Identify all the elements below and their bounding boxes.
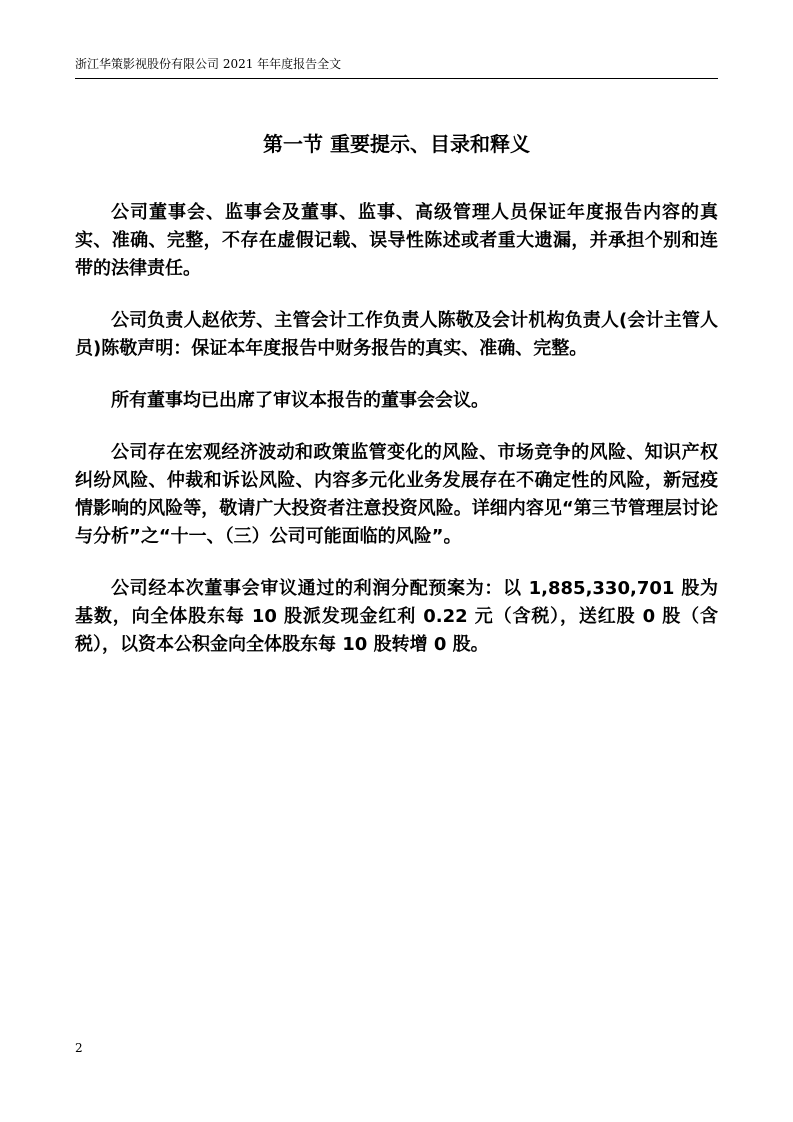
paragraph-directors-attendance: 所有董事均已出席了审议本报告的董事会会议。 <box>111 390 489 411</box>
running-header: 浙江华策影视股份有限公司 2021 年年度报告全文 <box>75 57 342 71</box>
paragraph-board-guarantee: 公司董事会、监事会及董事、监事、高级管理人员保证年度报告内容的真实、准确、完整，不存在虚假记载、误导性陈述或者重大遗漏，并承担个别和连带的法律责任。 <box>75 202 718 279</box>
paragraph-responsible-persons-statement: 公司负责人赵依芳、主管会计工作负责人陈敬及会计机构负责人(会计主管人员)陈敬声明：保证本年度报告中财务报告的真实、准确、完整。 <box>75 310 718 359</box>
section-title: 第一节 重要提示、目录和释义 <box>263 132 530 156</box>
paragraph-profit-distribution: 公司经本次董事会审议通过的利润分配预案为：以 1,885,330,701 股为基数，向全体股东每 10 股派发现金红利 0.22 元（含税），送红股 0 股（含税），以资本公积金向全体股东每 10 股转增 0 股。 <box>75 578 718 655</box>
header-divider <box>75 78 718 79</box>
page-number: 2 <box>75 1041 83 1055</box>
paragraph-risk-warning: 公司存在宏观经济波动和政策监管变化的风险、市场竞争的风险、知识产权纠纷风险、仲裁和诉讼风险、内容多元化业务发展存在不确定性的风险，新冠疫情影响的风险等，敬请广大投资者注意投资风险。详细内容见“第三节管理层讨论与分析”之“十一、（三）公司可能面临的风险”。 <box>75 442 718 547</box>
important-notice-body <box>75 199 718 683</box>
